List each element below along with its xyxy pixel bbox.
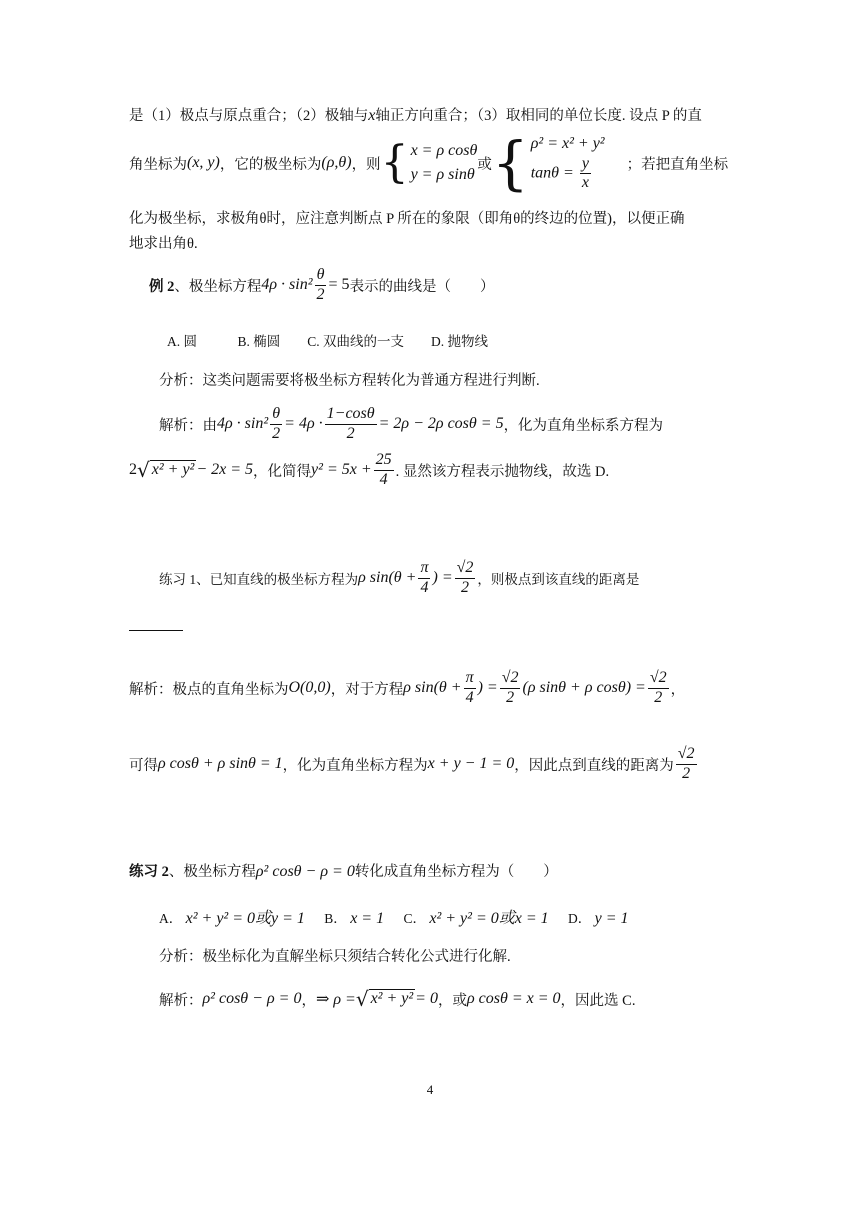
option-label: D． <box>568 911 592 926</box>
practice1-solution-line2 <box>129 740 860 788</box>
text: 表示的曲线是（ ） <box>349 278 495 295</box>
text: 分析：极坐标化为直解坐标只须结合转化公式进行化解. <box>159 949 511 965</box>
radical-icon: √ <box>355 987 369 1011</box>
math: O(0,0) <box>288 679 331 696</box>
math: = 0 <box>415 990 438 1007</box>
math: = 5 <box>328 276 350 293</box>
math: ρ sin(θ + <box>403 679 462 696</box>
conversion-system-1 <box>381 139 478 187</box>
math-x: x <box>368 107 376 124</box>
math: 4ρ · sin² <box>261 276 313 293</box>
text: ，或 <box>437 992 467 1009</box>
den: 2 <box>316 285 325 303</box>
den: 2 <box>346 424 355 442</box>
math: = 4ρ · <box>284 415 323 432</box>
option-a: x² + y² = 0或y = 1 <box>185 910 305 927</box>
option-c: x² + y² = 0或x = 1 <box>429 910 549 927</box>
num: √2 <box>676 745 697 764</box>
num: √2 <box>648 669 669 688</box>
option-b: x = 1 <box>350 910 385 927</box>
den: x <box>581 173 589 191</box>
text: ， <box>301 992 316 1009</box>
text: 轴正方向重合；（3）取相同的单位长度. 设点 P 的直 <box>375 108 702 124</box>
text: 可得 <box>129 757 158 774</box>
math: ρ cosθ + ρ sinθ = 1 <box>158 755 283 772</box>
text: . 显然该方程表示抛物线，故选 D. <box>395 463 610 480</box>
fraction <box>580 155 591 193</box>
text: 转化成直角坐标方程为（ ） <box>354 864 558 880</box>
fraction <box>325 405 377 443</box>
sqrt <box>137 460 196 480</box>
num: √2 <box>455 559 476 578</box>
page-number: 4 <box>426 1082 434 1097</box>
num: 25 <box>374 451 394 470</box>
text: 是（1）极点与原点重合；（2）极轴与 <box>129 108 369 124</box>
den: 4 <box>420 578 429 596</box>
text: ，化为直角坐标系方程为 <box>503 417 664 434</box>
fraction <box>464 669 476 707</box>
text: ，则 <box>351 156 381 173</box>
text: ，对于方程 <box>330 681 404 698</box>
fraction <box>500 669 521 707</box>
example2-question <box>149 268 860 302</box>
den: 2 <box>506 688 515 706</box>
fraction <box>455 559 476 597</box>
math: ρ cosθ = x = 0 <box>466 990 561 1007</box>
num: π <box>418 559 430 578</box>
text: ， <box>670 681 686 698</box>
fraction <box>418 559 430 597</box>
practice2-question <box>129 860 860 881</box>
text: ，化为直角坐标方程为 <box>282 757 428 774</box>
num: 1−cosθ <box>325 405 377 424</box>
math-xy: (x, y) <box>187 154 220 171</box>
text: 解析：极点的直角坐标为 <box>129 681 289 698</box>
fraction <box>270 405 282 443</box>
option-label: A． <box>159 911 183 926</box>
text: 地求出角θ. <box>129 236 198 252</box>
system-row: x = ρ cosθ <box>410 142 478 159</box>
math: = 2ρ − 2ρ cosθ = 5 <box>378 415 504 432</box>
example2-solution-line1 <box>159 404 860 444</box>
option-label: C． <box>403 911 426 926</box>
den: 4 <box>379 470 388 488</box>
den: 2 <box>461 578 469 596</box>
num: θ <box>315 266 327 285</box>
para1-line1 <box>129 104 860 125</box>
example-label: 例 2 <box>149 278 175 295</box>
practice1-solution-line1 <box>129 664 860 712</box>
math-rho-theta: (ρ,θ) <box>321 154 352 171</box>
den: 2 <box>272 424 281 442</box>
text: 、极坐标方程 <box>168 864 256 880</box>
para1-line3 <box>129 207 860 228</box>
text: 练习 1、已知直线的极坐标方程为 <box>159 572 359 587</box>
text: 或 <box>477 156 492 173</box>
math: − 2x = 5 <box>196 461 254 478</box>
math: ) = <box>477 679 498 696</box>
brace-icon: { <box>380 137 409 188</box>
system-row: y = ρ sinθ <box>410 166 475 183</box>
math: 4ρ · sin² <box>217 415 269 432</box>
sqrt <box>356 989 415 1009</box>
example2-options <box>167 330 860 350</box>
text: 角坐标为 <box>129 156 187 173</box>
practice2-options <box>159 905 860 928</box>
options: A. 圆 B. 椭圆 C. 双曲线的一支 D. 抛物线 <box>167 334 489 349</box>
practice1-question <box>159 556 860 600</box>
example2-analysis <box>159 369 860 390</box>
text: ，因此点到直线的距离为 <box>514 757 674 774</box>
text: 解析： <box>159 992 203 1009</box>
fraction <box>315 266 327 304</box>
fraction <box>374 451 394 489</box>
num: π <box>464 669 476 688</box>
den: 2 <box>654 688 663 706</box>
text: ，它的极坐标为 <box>219 156 322 173</box>
radicand: x² + y² <box>370 990 414 1007</box>
math: (ρ sinθ + ρ cosθ) = <box>522 679 646 696</box>
math: y² = 5x + <box>311 461 372 478</box>
text: 化为极坐标，求极角θ时，应注意判断点 P 所在的象限（即角θ的终边的位置)，以便正确 <box>129 211 685 227</box>
answer-blank <box>129 630 183 631</box>
para1-line4 <box>129 232 860 253</box>
text: 解析：由 <box>159 417 217 434</box>
text: 、极坐标方程 <box>174 278 262 295</box>
math: 2 <box>129 461 137 478</box>
text: ，则极点到该直线的距离是 <box>477 572 640 587</box>
conversion-system-2 <box>491 128 605 197</box>
den: 4 <box>465 688 474 706</box>
text: ，因此选 C. <box>560 992 636 1009</box>
num: y <box>580 155 591 174</box>
system-row: ρ² = x² + y² <box>530 134 605 152</box>
math: ⇒ ρ = <box>315 991 356 1008</box>
fraction <box>676 745 697 783</box>
num: θ <box>270 405 282 424</box>
text: 分析：这类问题需要将极坐标方程转化为普通方程进行判断. <box>159 373 540 389</box>
radical-icon: √ <box>137 458 150 482</box>
fraction <box>648 669 669 707</box>
system-row <box>531 155 605 193</box>
practice-label: 练习 2 <box>129 864 169 880</box>
text: ，化简得 <box>253 463 312 480</box>
text: ；若把直角坐标 <box>626 156 729 173</box>
math: x + y − 1 = 0 <box>427 755 515 772</box>
radicand: x² + y² <box>151 461 195 478</box>
num: √2 <box>500 669 521 688</box>
practice2-solution <box>159 980 860 1018</box>
math: ) = <box>432 569 453 586</box>
option-label: B． <box>324 911 347 926</box>
brace-icon: { <box>491 128 529 197</box>
para1-line2 <box>129 128 860 198</box>
den: 2 <box>682 764 691 782</box>
text: tanθ = <box>530 164 574 182</box>
example2-solution-line2 <box>129 450 860 490</box>
math: ρ sin(θ + <box>358 569 417 586</box>
practice2-analysis <box>159 945 860 966</box>
option-d: y = 1 <box>594 910 629 927</box>
math: ρ² cosθ − ρ = 0 <box>255 863 355 880</box>
math: ρ² cosθ − ρ = 0 <box>202 990 302 1007</box>
